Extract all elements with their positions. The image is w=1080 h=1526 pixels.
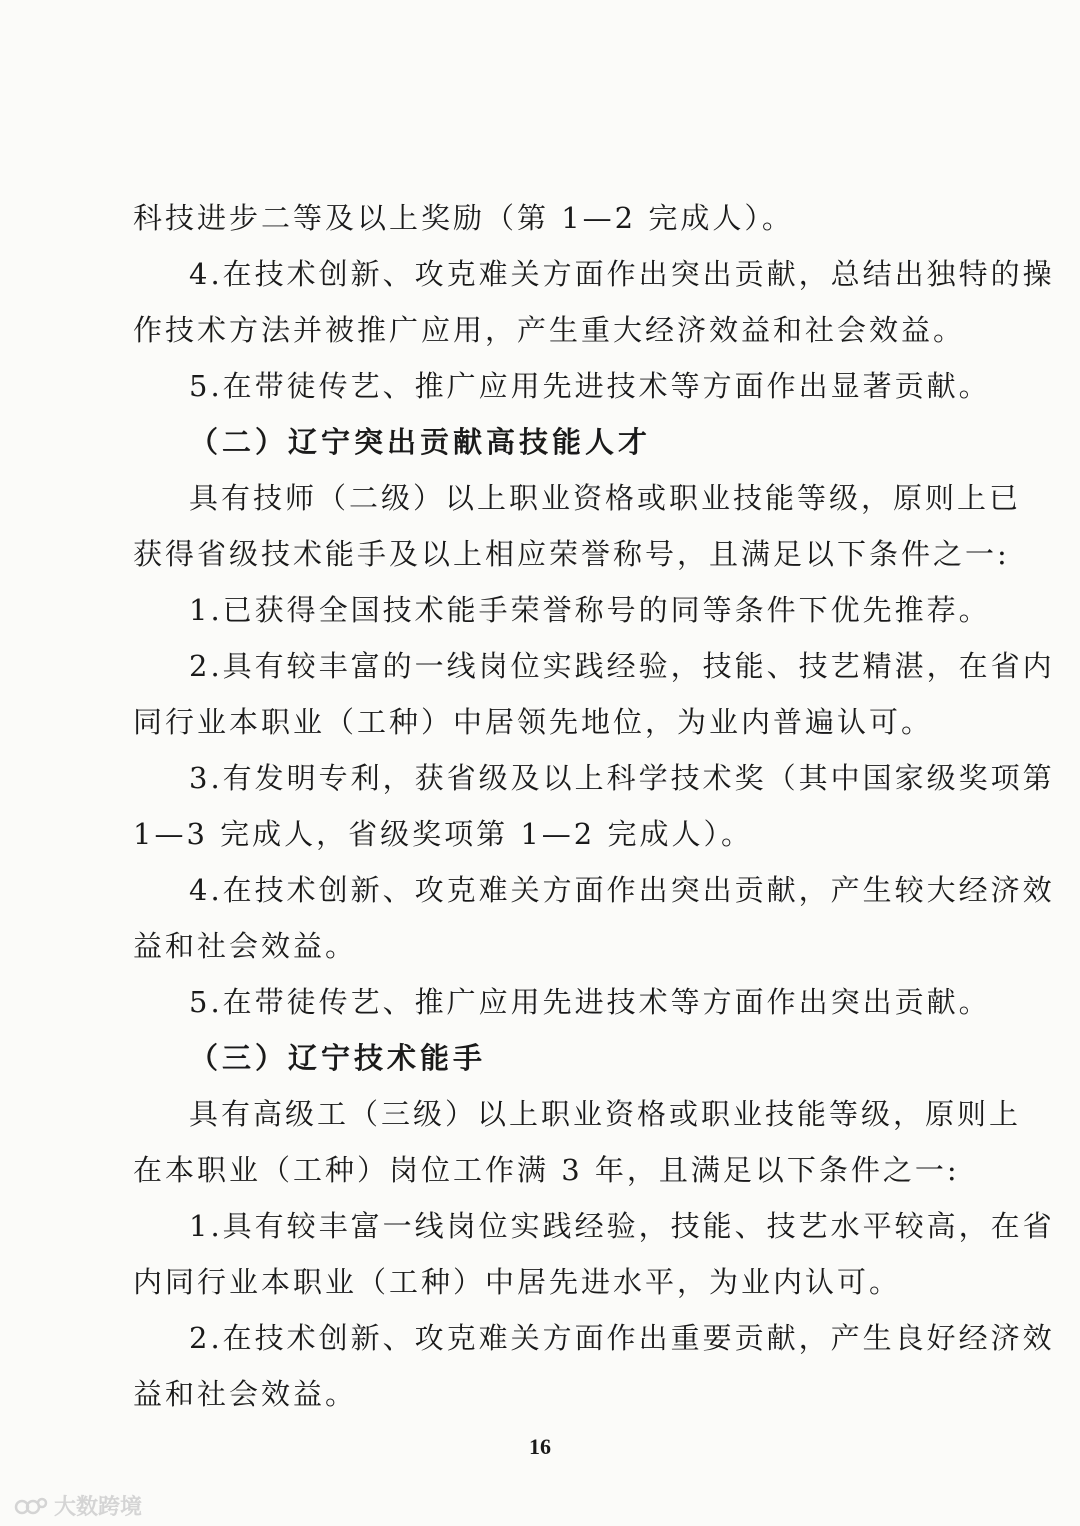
text-line: 1.已获得全国技术能手荣誉称号的同等条件下优先推荐。 [189, 593, 991, 627]
text-line: 同行业本职业（工种）中居领先地位，为业内普遍认可。 [133, 705, 934, 739]
text-line: 1.具有较丰富一线岗位实践经验，技能、技艺水平较高，在省 [189, 1209, 1055, 1243]
text-line: 3.有发明专利，获省级及以上科学技术奖（其中国家级奖项第 [189, 761, 1055, 795]
brand-logo-icon [14, 1492, 48, 1518]
watermark-text: 大数跨境 [54, 1494, 143, 1520]
watermark [14, 1488, 142, 1522]
text-line: 益和社会效益。 [133, 1377, 358, 1411]
text-line: 在本职业（工种）岗位工作满 3 年，且满足以下条件之一: [133, 1153, 960, 1187]
text-line: 4.在技术创新、攻克难关方面作出突出贡献，总结出独特的操 [189, 257, 1055, 291]
text-line: 1—3 完成人，省级奖项第 1—2 完成人）。 [133, 817, 753, 851]
text-line: 2.在技术创新、攻克难关方面作出重要贡献，产生良好经济效 [189, 1321, 1055, 1355]
text-line: 5.在带徒传艺、推广应用先进技术等方面作出突出贡献。 [189, 985, 991, 1019]
text-line: 科技进步二等及以上奖励（第 1—2 完成人）。 [133, 201, 794, 235]
section-heading: （三）辽宁技术能手 [189, 1041, 487, 1075]
section-heading: （二）辽宁突出贡献高技能人才 [189, 425, 652, 459]
page-number: 16 [529, 1434, 551, 1459]
text-line: 获得省级技术能手及以上相应荣誉称号，且满足以下条件之一: [133, 537, 1010, 571]
text-line: 内同行业本职业（工种）中居先进水平，为业内认可。 [133, 1265, 902, 1299]
text-line: 5.在带徒传艺、推广应用先进技术等方面作出显著贡献。 [189, 369, 991, 403]
text-line: 具有高级工（三级）以上职业资格或职业技能等级，原则上 [189, 1097, 1022, 1131]
text-line: 益和社会效益。 [133, 929, 358, 963]
text-line: 4.在技术创新、攻克难关方面作出突出贡献，产生较大经济效 [189, 873, 1055, 907]
text-line: 作技术方法并被推广应用，产生重大经济效益和社会效益。 [133, 313, 966, 347]
text-line: 具有技师（二级）以上职业资格或职业技能等级，原则上已 [189, 481, 1022, 515]
text-line: 2.具有较丰富的一线岗位实践经验，技能、技艺精湛，在省内 [189, 649, 1055, 683]
